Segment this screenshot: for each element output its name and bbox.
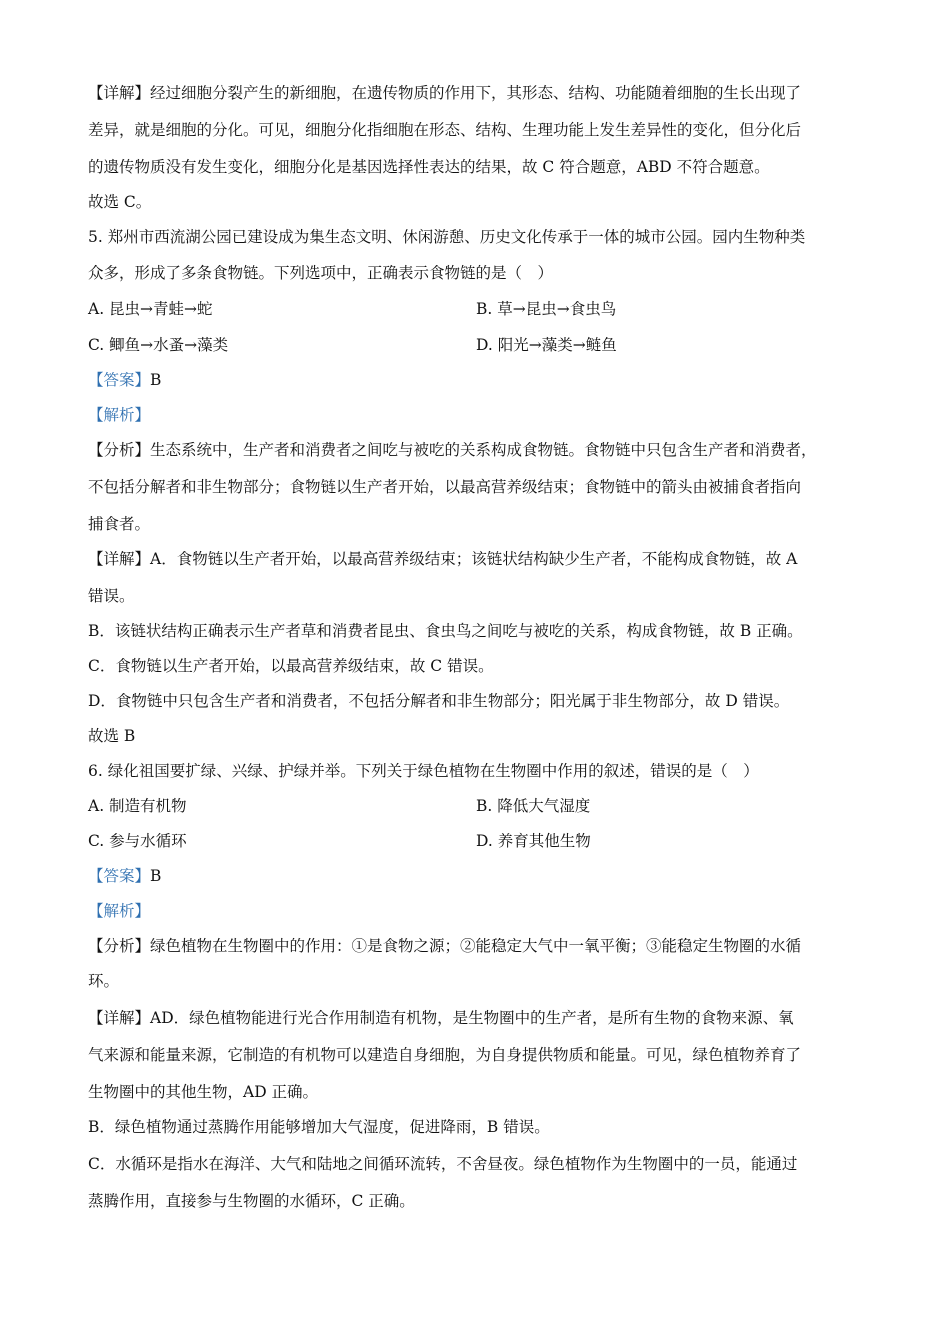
q5-detail-line-4: C．食物链以生产者开始，以最高营养级结束，故 C 错误。 (88, 657, 494, 675)
answer-value: B (150, 371, 162, 389)
q5-analysis-line-2: 不包括分解者和非生物部分；食物链以生产者开始，以最高营养级结束；食物链中的箭头由被捕食者指向 (88, 478, 802, 496)
detail-line-3: 的遗传物质没有发生变化，细胞分化是基因选择性表达的结果，故 C 符合题意，ABD 不符合题意。 (88, 158, 770, 176)
q6-analysis-tag: 【解析】 (88, 902, 151, 920)
q5-option-a: A. 昆虫→青蛙→蛇 (88, 300, 213, 318)
q5-detail-line-2: 错误。 (88, 587, 135, 605)
q5-detail-line-1: 【详解】A．食物链以生产者开始，以最高营养级结束；该链状结构缺少生产者，不能构成食物链，故 A (88, 550, 798, 568)
q5-detail-line-3: B．该链状结构正确表示生产者草和消费者昆虫、食虫鸟之间吃与被吃的关系，构成食物链，故 B 正确。 (88, 622, 803, 640)
q6-detail-line-2: 气来源和能量来源，它制造的有机物可以建造自身细胞，为自身提供物质和能量。可见，绿色植物养育了 (88, 1046, 802, 1064)
detail-line-1: 【详解】经过细胞分裂产生的新细胞，在遗传物质的作用下，其形态、结构、功能随着细胞的生长出现了 (88, 84, 802, 102)
q6-stem-line: 6. 绿化祖国要扩绿、兴绿、护绿并举。下列关于绿色植物在生物圈中作用的叙述，错误的是（ ） (88, 762, 759, 780)
q5-option-b: B. 草→昆虫→食虫鸟 (476, 300, 617, 318)
q6-detail-line-5: C．水循环是指水在海洋、大气和陆地之间循环流转，不舍昼夜。绿色植物作为生物圈中的一员，能通过 (88, 1155, 798, 1173)
q5-option-d: D. 阳光→藻类→鲢鱼 (476, 336, 617, 354)
detail-line-2: 差异，就是细胞的分化。可见，细胞分化指细胞在形态、结构、生理功能上发生差异性的变化，但分化后 (88, 121, 802, 139)
q6-detail-line-6: 蒸腾作用，直接参与生物圈的水循环，C 正确。 (88, 1192, 415, 1210)
q6-detail-line-1: 【详解】AD．绿色植物能进行光合作用制造有机物，是生物圈中的生产者，是所有生物的食物来源、氧 (88, 1009, 794, 1027)
answer-tag: 【答案】 (88, 371, 151, 389)
q5-analysis-tag: 【解析】 (88, 406, 151, 424)
q5-option-c: C. 鲫鱼→水蚤→藻类 (88, 336, 229, 354)
answer-value: B (150, 867, 162, 885)
q6-detail-line-4: B．绿色植物通过蒸腾作用能够增加大气湿度，促进降雨，B 错误。 (88, 1118, 550, 1136)
q5-analysis-line-1: 【分析】生态系统中，生产者和消费者之间吃与被吃的关系构成食物链。食物链中只包含生产者和消费者， (88, 441, 817, 459)
q5-stem-line-2: 众多，形成了多条食物链。下列选项中，正确表示食物链的是（ ） (88, 264, 554, 282)
q5-detail-line-5: D．食物链中只包含生产者和消费者，不包括分解者和非生物部分；阳光属于非生物部分，故 D 错误。 (88, 692, 790, 710)
q6-option-a: A. 制造有机物 (88, 797, 187, 815)
q6-option-b: B. 降低大气湿度 (476, 797, 591, 815)
q6-detail-line-3: 生物圈中的其他生物，AD 正确。 (88, 1083, 319, 1101)
q6-analysis-line-1: 【分析】绿色植物在生物圈中的作用：①是食物之源；②能稳定大气中一氧平衡；③能稳定生物圈的水循 (88, 937, 802, 955)
q6-analysis-line-2: 环。 (88, 972, 120, 990)
select-line: 故选 C。 (88, 193, 152, 211)
q6-answer (88, 866, 868, 886)
q6-option-c: C. 参与水循环 (88, 832, 187, 850)
answer-tag: 【答案】 (88, 867, 151, 885)
q5-analysis-line-3: 捕食者。 (88, 515, 151, 533)
q5-answer (88, 370, 868, 390)
q6-option-d: D. 养育其他生物 (476, 832, 591, 850)
q5-stem-line-1: 5. 郑州市西流湖公园已建设成为集生态文明、休闲游憩、历史文化传承于一体的城市公园。园内生物种类 (88, 228, 806, 246)
q5-select-line: 故选 B (88, 727, 136, 745)
